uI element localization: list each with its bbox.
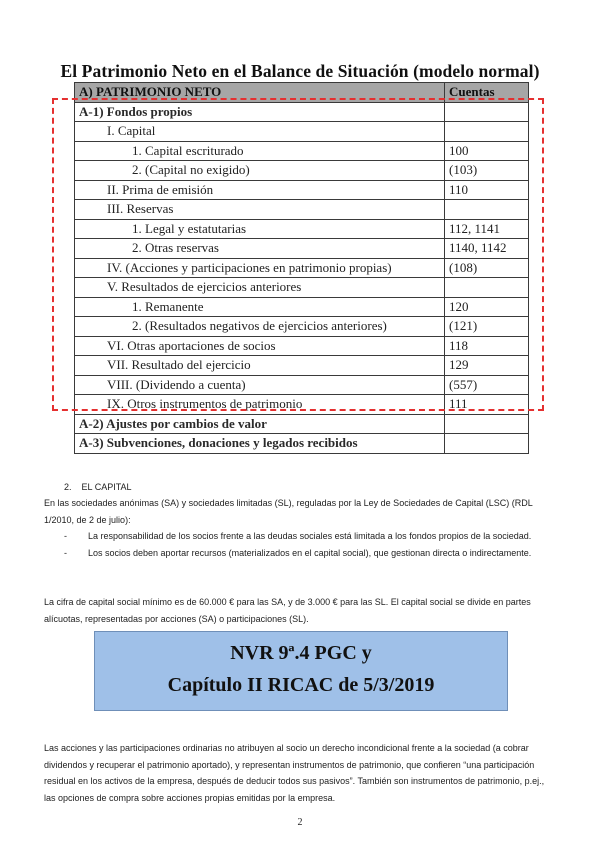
table-row [75,239,529,259]
row-label: III. Reservas [75,200,445,220]
row-label: IX. Otros instrumentos de patrimonio [75,395,445,415]
bullet-marker: - [64,547,67,558]
row-value [445,278,529,298]
row-value [445,434,529,454]
row-label: IV. (Acciones y participaciones en patrimonio propias) [75,258,445,278]
bullet-text: La responsabilidad de los socios frente a las deudas sociales está limitada a los fondos propios de la sociedad. [88,531,532,541]
row-label: I. Capital [75,122,445,142]
table-header-cuentas: Cuentas [445,83,529,103]
row-label: V. Resultados de ejercicios anteriores [75,278,445,298]
list-item [64,545,558,562]
row-value [445,200,529,220]
table-row [75,297,529,317]
row-value: 110 [445,180,529,200]
row-label: A-1) Fondos propios [75,102,445,122]
table-row [75,278,529,298]
row-value: 111 [445,395,529,415]
table-row [75,200,529,220]
row-label: II. Prima de emisión [75,180,445,200]
section-heading [64,479,578,496]
page-number: 2 [297,817,303,828]
section-number: 2. [64,482,72,492]
table-row [75,434,529,454]
row-label: VIII. (Dividendo a cuenta) [75,375,445,395]
row-label: VII. Resultado del ejercicio [75,356,445,376]
bullet-list [64,528,558,561]
table-header-row [75,83,529,103]
bullet-text: Los socios deben aportar recursos (materializados en el capital social), que gestionan directa o indirectamente. [88,547,532,558]
row-value [445,414,529,434]
table-header-label: A) PATRIMONIO NETO [75,83,445,103]
table-row [75,122,529,142]
table-row [75,258,529,278]
row-label: 1. Legal y estatutarias [75,219,445,239]
row-value: 1140, 1142 [445,239,529,259]
table-row [75,336,529,356]
list-item [64,528,558,545]
table-row [75,395,529,415]
bullet-marker: - [64,531,67,541]
callout-line-2: Capítulo II RICAC de 5/3/2019 [167,674,435,696]
row-label: 2. Otras reservas [75,239,445,259]
row-label: 2. (Resultados negativos de ejercicios anteriores) [75,317,445,337]
table-row [75,219,529,239]
table-row [75,141,529,161]
row-value [445,122,529,142]
intro-paragraph: En las sociedades anónimas (SA) y sociedades limitadas (SL), reguladas por la Ley de Sociedades de Capital (LSC) (RDL 1/2010, de 2 de julio): [44,498,533,525]
row-value: 112, 1141 [445,219,529,239]
shares-paragraph: Las acciones y las participaciones ordinarias no atribuyen al socio un derecho incondicional frente a la sociedad (a cobrar dividendos y recuperar el patrimonio aportado), y representan instrumentos de patrimonio, que confieren “una participación residual en los activos de la empresa, después de deducir todos sus pasivos”. También son instrumentos de patrimonio, p.ej., las opciones de compra sobre acciones propias emitidas por la empresa. [44,743,545,803]
table-row [75,102,529,122]
table-row [75,375,529,395]
nvr-callout-box [94,631,508,711]
row-value: 129 [445,356,529,376]
row-label: A-2) Ajustes por cambios de valor [75,414,445,434]
capital-paragraph: La cifra de capital social mínimo es de 60.000 € para las SA, y de 3.000 € para las SL. El capital social se divide en partes alícuotas, representadas por acciones (SA) o participaciones (SL). [44,597,531,624]
row-value: (557) [445,375,529,395]
row-value: (103) [445,161,529,181]
table-row [75,180,529,200]
row-value: 100 [445,141,529,161]
row-value [445,102,529,122]
row-label: VI. Otras aportaciones de socios [75,336,445,356]
row-value: 120 [445,297,529,317]
row-value: 118 [445,336,529,356]
table-row [75,317,529,337]
row-label: 2. (Capital no exigido) [75,161,445,181]
row-value: (108) [445,258,529,278]
row-label: 1. Remanente [75,297,445,317]
table-row [75,414,529,434]
row-label: A-3) Subvenciones, donaciones y legados recibidos [75,434,445,454]
table-row [75,356,529,376]
row-value: (121) [445,317,529,337]
section-title: EL CAPITAL [81,482,132,492]
row-label: 1. Capital escriturado [75,141,445,161]
patrimonio-neto-table [74,82,529,454]
table-row [75,161,529,181]
callout-line-1: NVR 9ª.4 PGC y [230,642,372,664]
page-title: El Patrimonio Neto en el Balance de Situación (modelo normal) [60,61,540,81]
